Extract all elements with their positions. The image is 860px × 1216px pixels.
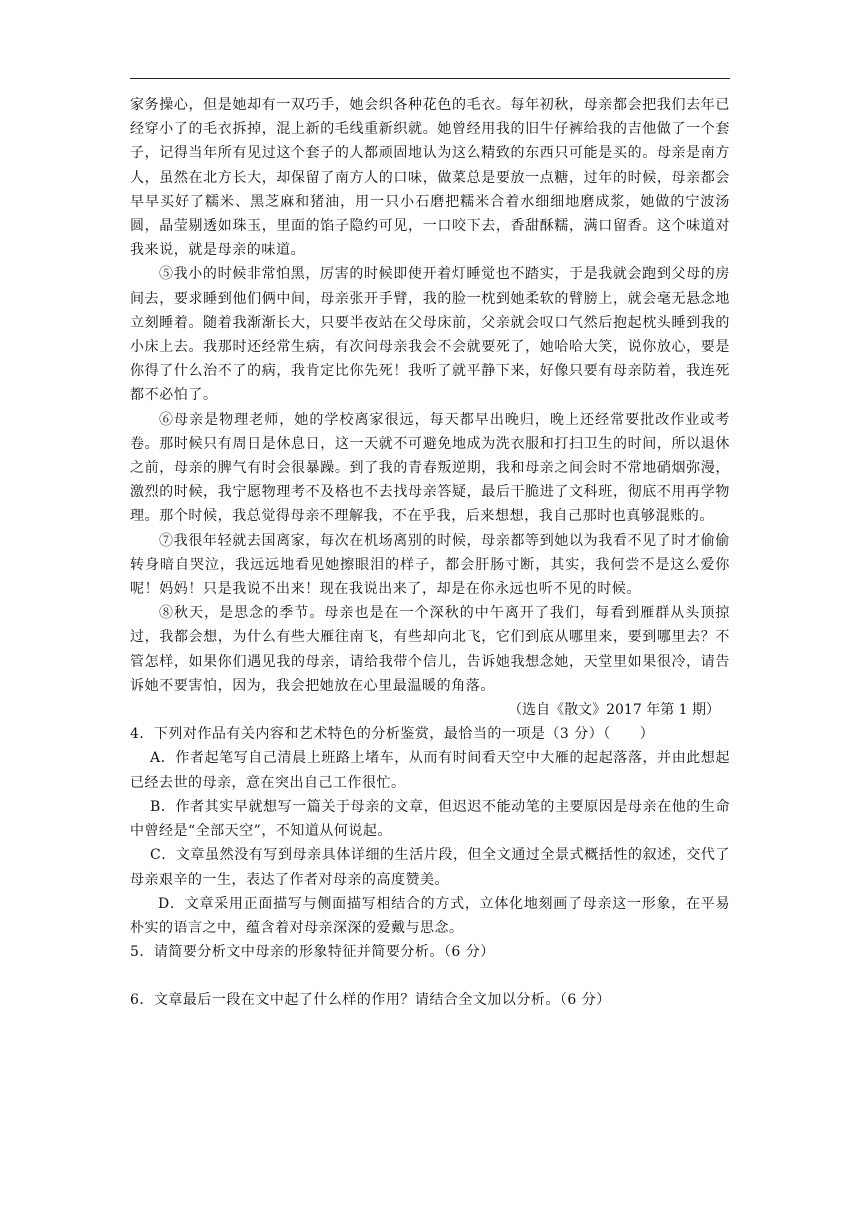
question-4: 4．下列对作品有关内容和艺术特色的分析鉴赏，最恰当的一项是（3 分）（ ） <box>130 726 655 743</box>
passage-paragraph-5: ⑤我小的时候非常怕黑，厉害的时候即使开着灯睡觉也不踏实，于是我就会跑到父母的房间去，要求睡到他们俩中间，母亲张开手臂，我的脸一枕到她柔软的臂膀上，就会毫无悬念地立刻睡着。随着我渐渐长大，只要半夜站在父母床前，父亲就会叹口气然后抱起枕头睡到我的小床上去。我那时还经常生病，有次问母亲我会不会就要死了，她哈哈大笑，说你放心，要是你得了什么治不了的病，我肯定比你先死！我听了就平静下来，好像只要有母亲防着，我连死都不必怕了。 <box>130 266 730 404</box>
header-rule <box>130 78 730 79</box>
answer-space <box>130 964 730 988</box>
passage-paragraph-8: ⑧秋天，是思念的季节。母亲也是在一个深秋的中午离开了我们，每看到雁群从头顶掠过，我都会想，为什么有些大雁往南飞，有些却向北飞，它们到底从哪里来，要到哪里去？不管怎样，如果你们遇见我的母亲，请给我带个信儿，告诉她我想念她，天堂里如果很冷，请告诉她不要害怕，因为，我会把她放在心里最温暖的角落。 <box>130 605 730 694</box>
question-6: 6．文章最后一段在文中起了什么样的作用？请结合全文加以分析。（6 分） <box>130 992 611 1009</box>
page-content <box>130 93 730 1013</box>
passage-paragraph-7: ⑦我很年轻就去国离家，每次在机场离别的时候，母亲都等到她以为我看不见了时才偷偷转身暗自哭泣，我远远地看见她擦眼泪的样子，都会肝肠寸断，其实，我何尝不是这么爱你呢！妈妈！只是我说不出来！现在我说出来了，却是在你永远也听不见的时候。 <box>130 532 730 598</box>
question-5: 5．请简要分析文中母亲的形象特征并简要分析。（6 分） <box>130 944 495 961</box>
question-4-option-c: C．文章虽然没有写到母亲具体详细的生活片段，但全文通过全景式概括性的叙述，交代了母亲艰辛的一生，表达了作者对母亲的高度赞美。 <box>130 847 730 888</box>
passage-source: （选自《散文》2017 年第 1 期） <box>508 702 720 719</box>
passage-paragraph-6: ⑥母亲是物理老师，她的学校离家很远，每天都早出晚归，晚上还经常要批改作业或考卷。那时候只有周日是休息日，这一天就不可避免地成为洗衣服和打扫卫生的时间，所以退休之前，母亲的脾气有时会很暴躁。到了我的青春叛逆期，我和母亲之间会时不常地硝烟弥漫，激烈的时候，我宁愿物理考不及格也不去找母亲答疑，最后干脆进了文科班，彻底不用再学物理。那个时候，我总觉得母亲不理解我，不在乎我，后来想想，我自己那时也真够混账的。 <box>130 411 730 525</box>
question-4-option-a: A．作者起笔写自己清晨上班路上堵车，从而有时间看天空中大雁的起起落落，并由此想起已经去世的母亲，意在突出自己工作很忙。 <box>130 750 730 791</box>
question-4-option-d: D．文章采用正面描写与侧面描写相结合的方式，立体化地刻画了母亲这一形象，在平易朴实的语言之中，蕴含着对母亲深深的爱戴与思念。 <box>130 895 730 936</box>
question-4-option-b: B．作者其实早就想写一篇关于母亲的文章，但迟迟不能动笔的主要原因是母亲在他的生命中曾经是“全部天空”，不知道从何说起。 <box>130 798 730 840</box>
passage-paragraph-continued: 家务操心，但是她却有一双巧手，她会织各种花色的毛衣。每年初秋，母亲都会把我们去年已经穿小了的毛衣拆掉，混上新的毛线重新织就。她曾经用我的旧牛仔裤给我的吉他做了一个套子，记得当年所有见过这个套子的人都顽固地认为这么精致的东西只可能是买的。母亲是南方人，虽然在北方长大，却保留了南方人的口味，做菜总是要放一点糖，过年的时候，母亲都会早早买好了糯米、黑芝麻和猪油，用一只小石磨把糯米合着水细细地磨成浆，她做的宁波汤圆，晶莹剔透如珠玉，里面的馅子隐约可见，一口咬下去，香甜酥糯，满口留香。这个味道对我来说，就是母亲的味道。 <box>130 97 730 259</box>
